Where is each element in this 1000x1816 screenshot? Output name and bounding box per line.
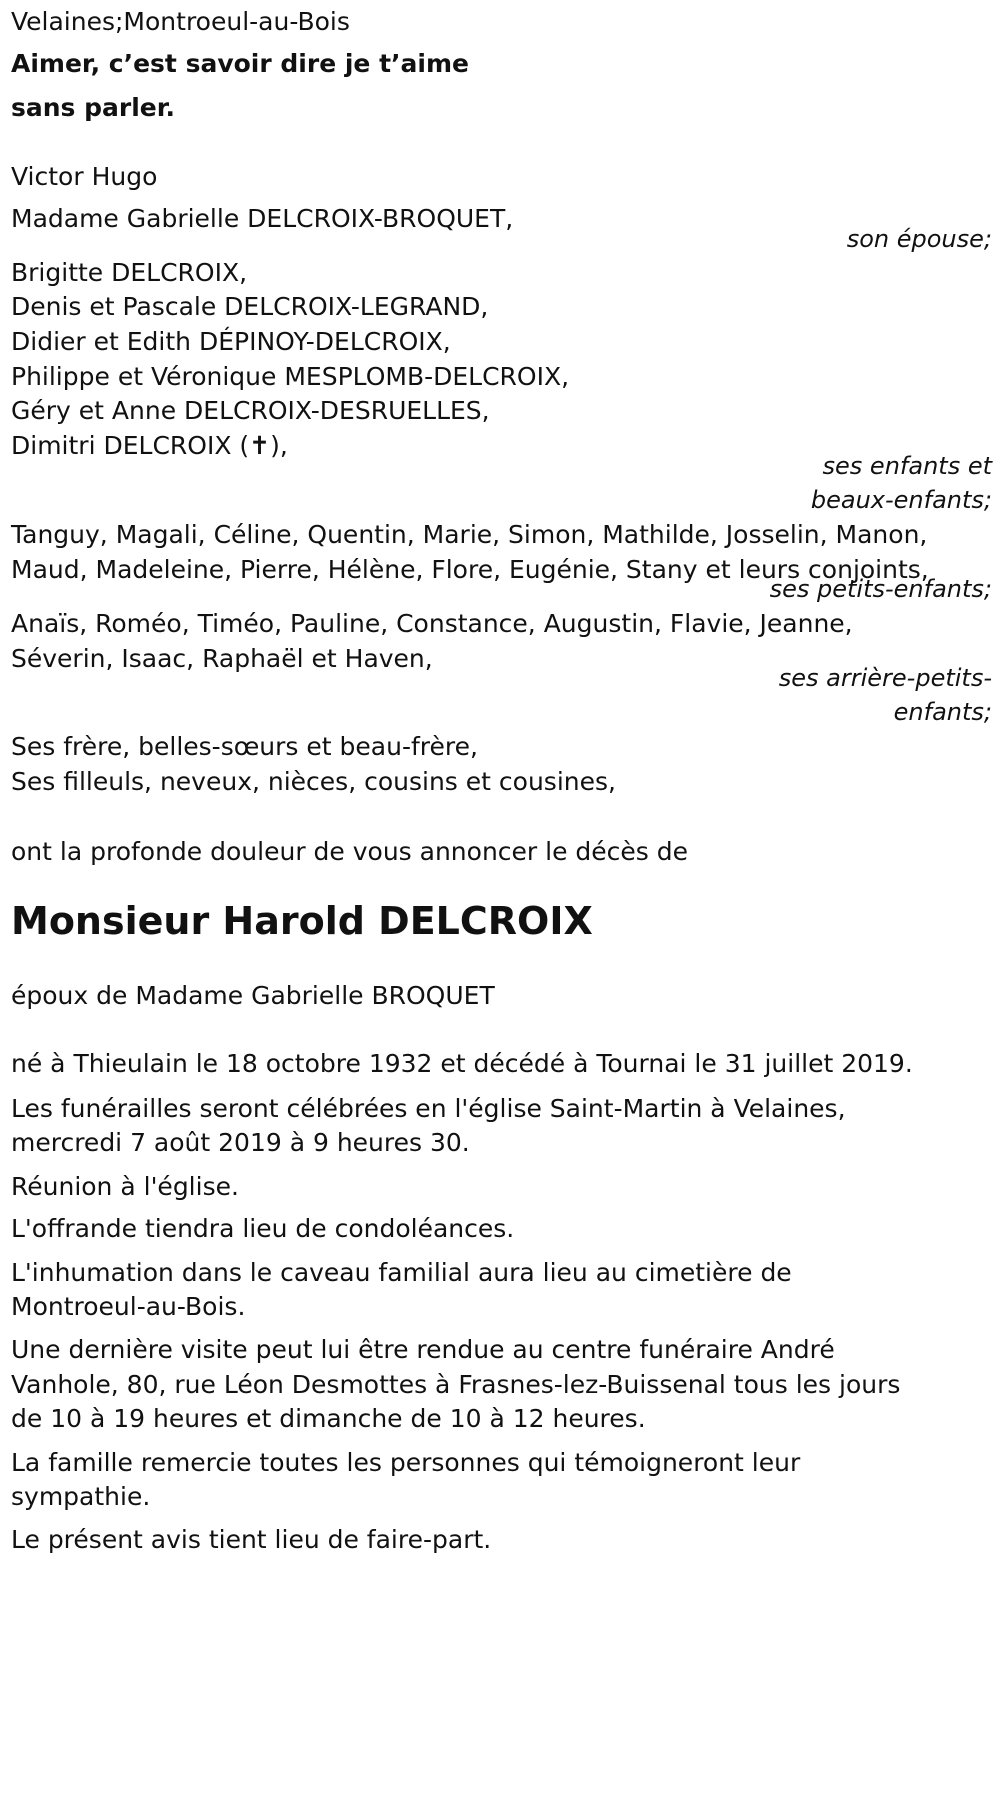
grandchildren-line-2: Maud, Madeleine, Pierre, Hélène, Flore, Eugénie, Stany et leurs conjoints, — [11, 555, 929, 584]
great-grandchildren-line-2: Séverin, Isaac, Raphaël et Haven, — [11, 644, 433, 673]
notice-line: Le présent avis tient lieu de faire-part. — [11, 1525, 492, 1554]
great-grandchildren-relation-1: ses arrière-petits- — [778, 664, 992, 692]
great-grandchildren-relation-2: enfants; — [893, 698, 992, 726]
birth-death-line: né à Thieulain le 18 octobre 1932 et décédé à Tournai le 31 juillet 2019. — [11, 1049, 913, 1078]
grandchildren-line-1: Tanguy, Magali, Céline, Quentin, Marie, Simon, Mathilde, Josselin, Manon, — [11, 520, 928, 549]
quote-author: Victor Hugo — [11, 162, 158, 191]
spouse-of-line: époux de Madame Gabrielle BROQUET — [11, 981, 495, 1010]
announcement-line: ont la profonde douleur de vous annoncer le décès de — [11, 837, 689, 866]
visit-line-2: Vanhole, 80, rue Léon Desmottes à Frasnes-lez-Buissenal tous les jours — [11, 1370, 901, 1399]
quote-line-2: sans parler. — [11, 93, 176, 122]
children-relation-1: ses enfants et — [822, 452, 992, 480]
meeting-line: Réunion à l'église. — [11, 1172, 239, 1201]
spouse-relation: son épouse; — [846, 225, 992, 253]
offering-line: L'offrande tiendra lieu de condoléances. — [11, 1214, 515, 1243]
thanks-line-2: sympathie. — [11, 1482, 151, 1511]
great-grandchildren-line-1: Anaïs, Roméo, Timéo, Pauline, Constance, Augustin, Flavie, Jeanne, — [11, 609, 853, 638]
location-line: Velaines;Montroeul-au-Bois — [11, 7, 350, 36]
child-6: Dimitri DELCROIX (✝), — [11, 431, 288, 460]
burial-line-2: Montroeul-au-Bois. — [11, 1292, 246, 1321]
burial-line-1: L'inhumation dans le caveau familial aura lieu au cimetière de — [11, 1258, 792, 1287]
funeral-line-1: Les funérailles seront célébrées en l'église Saint-Martin à Velaines, — [11, 1094, 846, 1123]
thanks-line-1: La famille remercie toutes les personnes qui témoigneront leur — [11, 1448, 801, 1477]
visit-line-3: de 10 à 19 heures et dimanche de 10 à 12 heures. — [11, 1404, 646, 1433]
visit-line-1: Une dernière visite peut lui être rendue au centre funéraire André — [11, 1335, 835, 1364]
child-5: Géry et Anne DELCROIX-DESRUELLES, — [11, 396, 490, 425]
child-3: Didier et Edith DÉPINOY-DELCROIX, — [11, 327, 451, 356]
funeral-line-2: mercredi 7 août 2019 à 9 heures 30. — [11, 1128, 470, 1157]
child-2: Denis et Pascale DELCROIX-LEGRAND, — [11, 292, 489, 321]
deceased-name: Monsieur Harold DELCROIX — [11, 899, 593, 943]
child-1: Brigitte DELCROIX, — [11, 258, 248, 287]
godchildren-line: Ses filleuls, neveux, nièces, cousins et cousines, — [11, 767, 616, 796]
spouse-name: Madame Gabrielle DELCROIX-BROQUET, — [11, 204, 514, 233]
siblings-line: Ses frère, belles-sœurs et beau-frère, — [11, 732, 478, 761]
children-relation-2: beaux-enfants; — [810, 486, 992, 514]
quote-line-1: Aimer, c’est savoir dire je t’aime — [11, 49, 469, 78]
grandchildren-relation: ses petits-enfants; — [769, 575, 992, 603]
child-4: Philippe et Véronique MESPLOMB-DELCROIX, — [11, 362, 570, 391]
